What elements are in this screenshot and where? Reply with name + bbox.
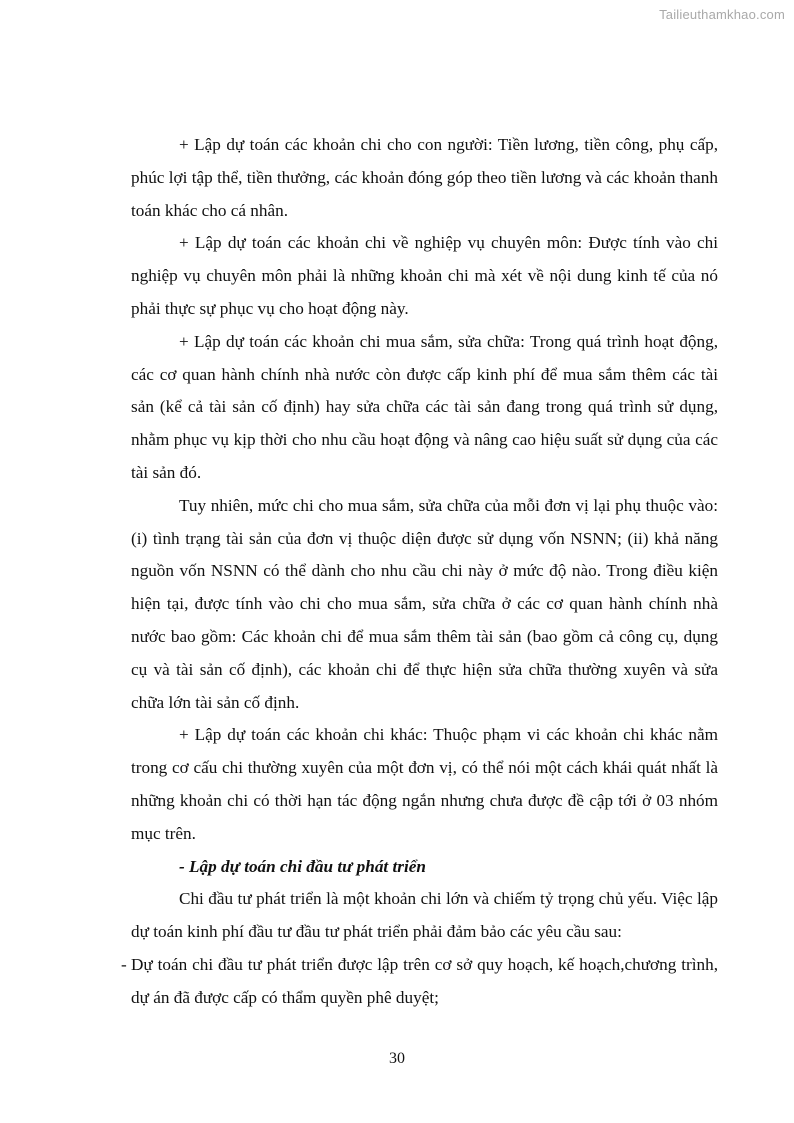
bullet-item-text: Dự toán chi đầu tư phát triển được lập trên cơ sở quy hoạch, kế hoạch,chương trình, dự án đã được cấp có thẩm quyền phê duyệt; — [131, 954, 718, 1007]
bullet-item-investment-basis — [121, 949, 718, 1015]
paragraph-professional-expenses: + Lập dự toán các khoản chi về nghiệp vụ chuyên môn: Được tính vào chi nghiệp vụ chuyên môn phải là những khoản chi mà xét về nội dung kinh tế của nó phải thực sự phục vụ cho hoạt động này. — [131, 233, 718, 318]
bullet-dash: - — [121, 954, 127, 974]
document-body — [121, 129, 718, 1015]
section-heading-investment: - Lập dự toán chi đầu tư phát triển — [179, 856, 426, 876]
page-number: 30 — [389, 1050, 405, 1067]
paragraph-procurement-repair: + Lập dự toán các khoản chi mua sắm, sửa chữa: Trong quá trình hoạt động, các cơ quan hành chính nhà nước còn được cấp kinh phí để mua sắm thêm các tài sản (kể cả tài sản cố định) hay sửa chữa các tài sản đang trong quá trình sử dụng, nhằm phục vụ kịp thời cho nhu cầu hoạt động và nâng cao hiệu suất sử dụng của các tài sản đó. — [131, 331, 718, 482]
paragraph-other-expenses: + Lập dự toán các khoản chi khác: Thuộc phạm vi các khoản chi khác nằm trong cơ cấu chi thường xuyên của một đơn vị, có thể nói một cách khái quát nhất là những khoản chi có thời hạn tác động ngắn nhưng chưa được đề cập tới ở 03 nhóm mục trên. — [131, 725, 718, 843]
paragraph-procurement-conditions: Tuy nhiên, mức chi cho mua sắm, sửa chữa của mỗi đơn vị lại phụ thuộc vào: (i) tình trạng tài sản của đơn vị thuộc diện được sử dụng vốn NSNN; (ii) khả năng nguồn vốn NSNN có thể dành cho nhu cầu chi này ở mức độ nào. Trong điều kiện hiện tại, được tính vào chi cho mua sắm, sửa chữa ở các cơ quan hành chính nhà nước bao gồm: Các khoản chi để mua sắm thêm tài sản (bao gồm cả công cụ, dụng cụ và tài sản cố định), các khoản chi để thực hiện sửa chữa thường xuyên và sửa chữa lớn tài sản cố định. — [131, 495, 718, 712]
watermark-text: Tailieuthamkhao.com — [659, 7, 785, 22]
paragraph-investment-intro: Chi đầu tư phát triển là một khoản chi lớn và chiếm tỷ trọng chủ yếu. Việc lập dự toán kinh phí đầu tư đầu tư phát triển phải đảm bảo các yêu cầu sau: — [131, 889, 718, 942]
paragraph-personnel-expenses: + Lập dự toán các khoản chi cho con người: Tiền lương, tiền công, phụ cấp, phúc lợi tập thể, tiền thưởng, các khoản đóng góp theo tiền lương và các khoản thanh toán khác cho cá nhân. — [131, 135, 718, 220]
